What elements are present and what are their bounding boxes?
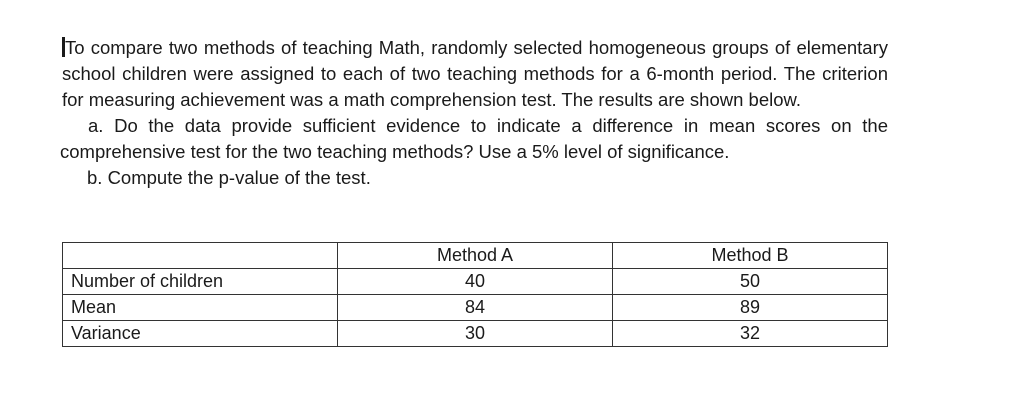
header-method-b: Method B (613, 243, 888, 269)
row-label: Variance (63, 321, 338, 347)
header-cell-empty (63, 243, 338, 269)
header-method-a: Method A (338, 243, 613, 269)
cell-method-a: 40 (338, 269, 613, 295)
row-label: Number of children (63, 269, 338, 295)
question-part-a: a. Do the data provide sufficient evidence to indicate a difference in mean scores on the comprehensive test for the two teaching methods? Use a 5% level of significance. (60, 115, 888, 162)
cell-method-b: 32 (613, 321, 888, 347)
problem-intro (62, 35, 888, 113)
intro-text: o compare two methods of teaching Math, randomly selected homogeneous groups of elementary school children were assigned to each of two teaching methods for a 6-month period. The criterion for measuring achievement was a math comprehension test. The results are shown below. (62, 37, 888, 110)
table-row (63, 321, 888, 347)
row-label: Mean (63, 295, 338, 321)
cell-method-b: 50 (613, 269, 888, 295)
cell-method-a: 84 (338, 295, 613, 321)
table-row (63, 295, 888, 321)
cell-method-b: 89 (613, 295, 888, 321)
table-header-row (63, 243, 888, 269)
intro-first-char: T (65, 37, 75, 58)
cell-method-a: 30 (338, 321, 613, 347)
question-part-b: b. Compute the p-value of the test. (87, 167, 371, 188)
results-table (62, 242, 888, 347)
table-row (63, 269, 888, 295)
problem-text (62, 35, 888, 191)
